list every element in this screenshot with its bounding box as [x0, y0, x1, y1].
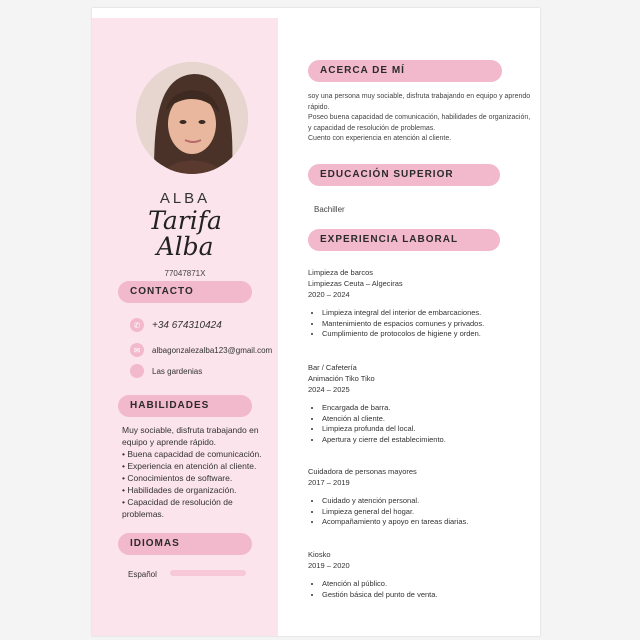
skill-item: • Conocimientos de software.	[122, 473, 233, 483]
job-task: • Limpieza integral del interior de embarcaciones.	[322, 308, 484, 319]
job-dates: 2024 – 2025	[308, 385, 350, 394]
job-company: Animación Tiko Tiko	[308, 374, 375, 383]
portrait-image	[136, 62, 248, 174]
email-row	[130, 343, 272, 357]
about-heading: ACERCA DE MÍ	[308, 60, 502, 82]
skills-intro: Muy sociable, disfruta trabajando en equipo y aprende rápido.	[122, 425, 259, 447]
job-dates: 2020 – 2024	[308, 290, 350, 299]
skills-list	[122, 424, 272, 520]
language-name: Español	[128, 570, 157, 579]
skill-item: • Experiencia en atención al cliente.	[122, 461, 257, 471]
job-task: • Gestión básica del punto de venta.	[322, 590, 438, 601]
job-entry	[308, 466, 468, 528]
job-task: • Encargada de barra.	[322, 403, 446, 414]
profile-photo	[136, 62, 248, 174]
last-name-1: Tarifa	[148, 206, 222, 235]
email-value: albagonzalezalba123@gmail.com	[152, 345, 273, 355]
job-title: Limpieza de barcos	[308, 268, 374, 277]
education-item: Bachiller	[314, 205, 345, 214]
skill-item: • Buena capacidad de comunicación.	[122, 449, 262, 459]
about-line: Cuento con experiencia en atención al cliente.	[308, 135, 452, 142]
skill-item: • Habilidades de organización.	[122, 485, 237, 495]
job-title: Bar / Cafetería	[308, 363, 357, 372]
contact-heading: CONTACTO	[118, 281, 252, 303]
language-level-bar	[170, 570, 246, 576]
location-icon	[130, 364, 144, 378]
job-entry	[308, 362, 446, 445]
skills-heading: HABILIDADES	[118, 395, 252, 417]
job-task: • Atención al cliente.	[322, 414, 446, 425]
address-row	[130, 364, 202, 378]
about-text	[308, 92, 534, 145]
resume-sheet	[92, 8, 540, 636]
education-heading: EDUCACIÓN SUPERIOR	[308, 164, 500, 186]
phone-row	[130, 318, 222, 332]
last-name-2: Alba	[156, 232, 214, 261]
job-entry	[308, 267, 484, 340]
job-task: • Mantenimiento de espacios comunes y privados.	[322, 319, 484, 330]
job-task: • Atención al público.	[322, 579, 438, 590]
job-task: • Limpieza general del hogar.	[322, 507, 468, 518]
languages-heading: IDIOMAS	[118, 533, 252, 555]
job-task: • Cumplimiento de protocolos de higiene y orden.	[322, 329, 484, 340]
first-name: ALBA	[159, 190, 211, 207]
job-dates: 2019 – 2020	[308, 561, 350, 570]
about-line: soy una persona muy sociable, disfruta trabajando en equipo y aprendo rápido.	[308, 93, 531, 111]
job-title: Kiosko	[308, 550, 331, 559]
experience-heading: EXPERIENCIA LABORAL	[308, 229, 500, 251]
job-task: • Limpieza profunda del local.	[322, 424, 446, 435]
job-dates: 2017 – 2019	[308, 478, 350, 487]
job-task: • Acompañamiento y apoyo en tareas diarias.	[322, 517, 468, 528]
job-title: Cuidadora de personas mayores	[308, 467, 417, 476]
phone-icon: ✆	[130, 318, 144, 332]
job-task: • Cuidado y atención personal.	[322, 496, 468, 507]
id-number: 77047871X	[164, 269, 206, 278]
sidebar	[92, 18, 278, 636]
mail-icon: ✉	[130, 343, 144, 357]
phone-value: +34 674310424	[152, 319, 222, 331]
about-line: Poseo buena capacidad de comunicación, habilidades de organización, y capacidad de resolución de problemas.	[308, 114, 531, 132]
address-value: Las gardenias	[152, 366, 203, 376]
job-company: Limpiezas Ceuta – Algeciras	[308, 279, 403, 288]
skill-item: • Capacidad de resolución de problemas.	[122, 497, 233, 519]
job-task: • Apertura y cierre del establecimiento.	[322, 435, 446, 446]
job-entry	[308, 549, 438, 600]
